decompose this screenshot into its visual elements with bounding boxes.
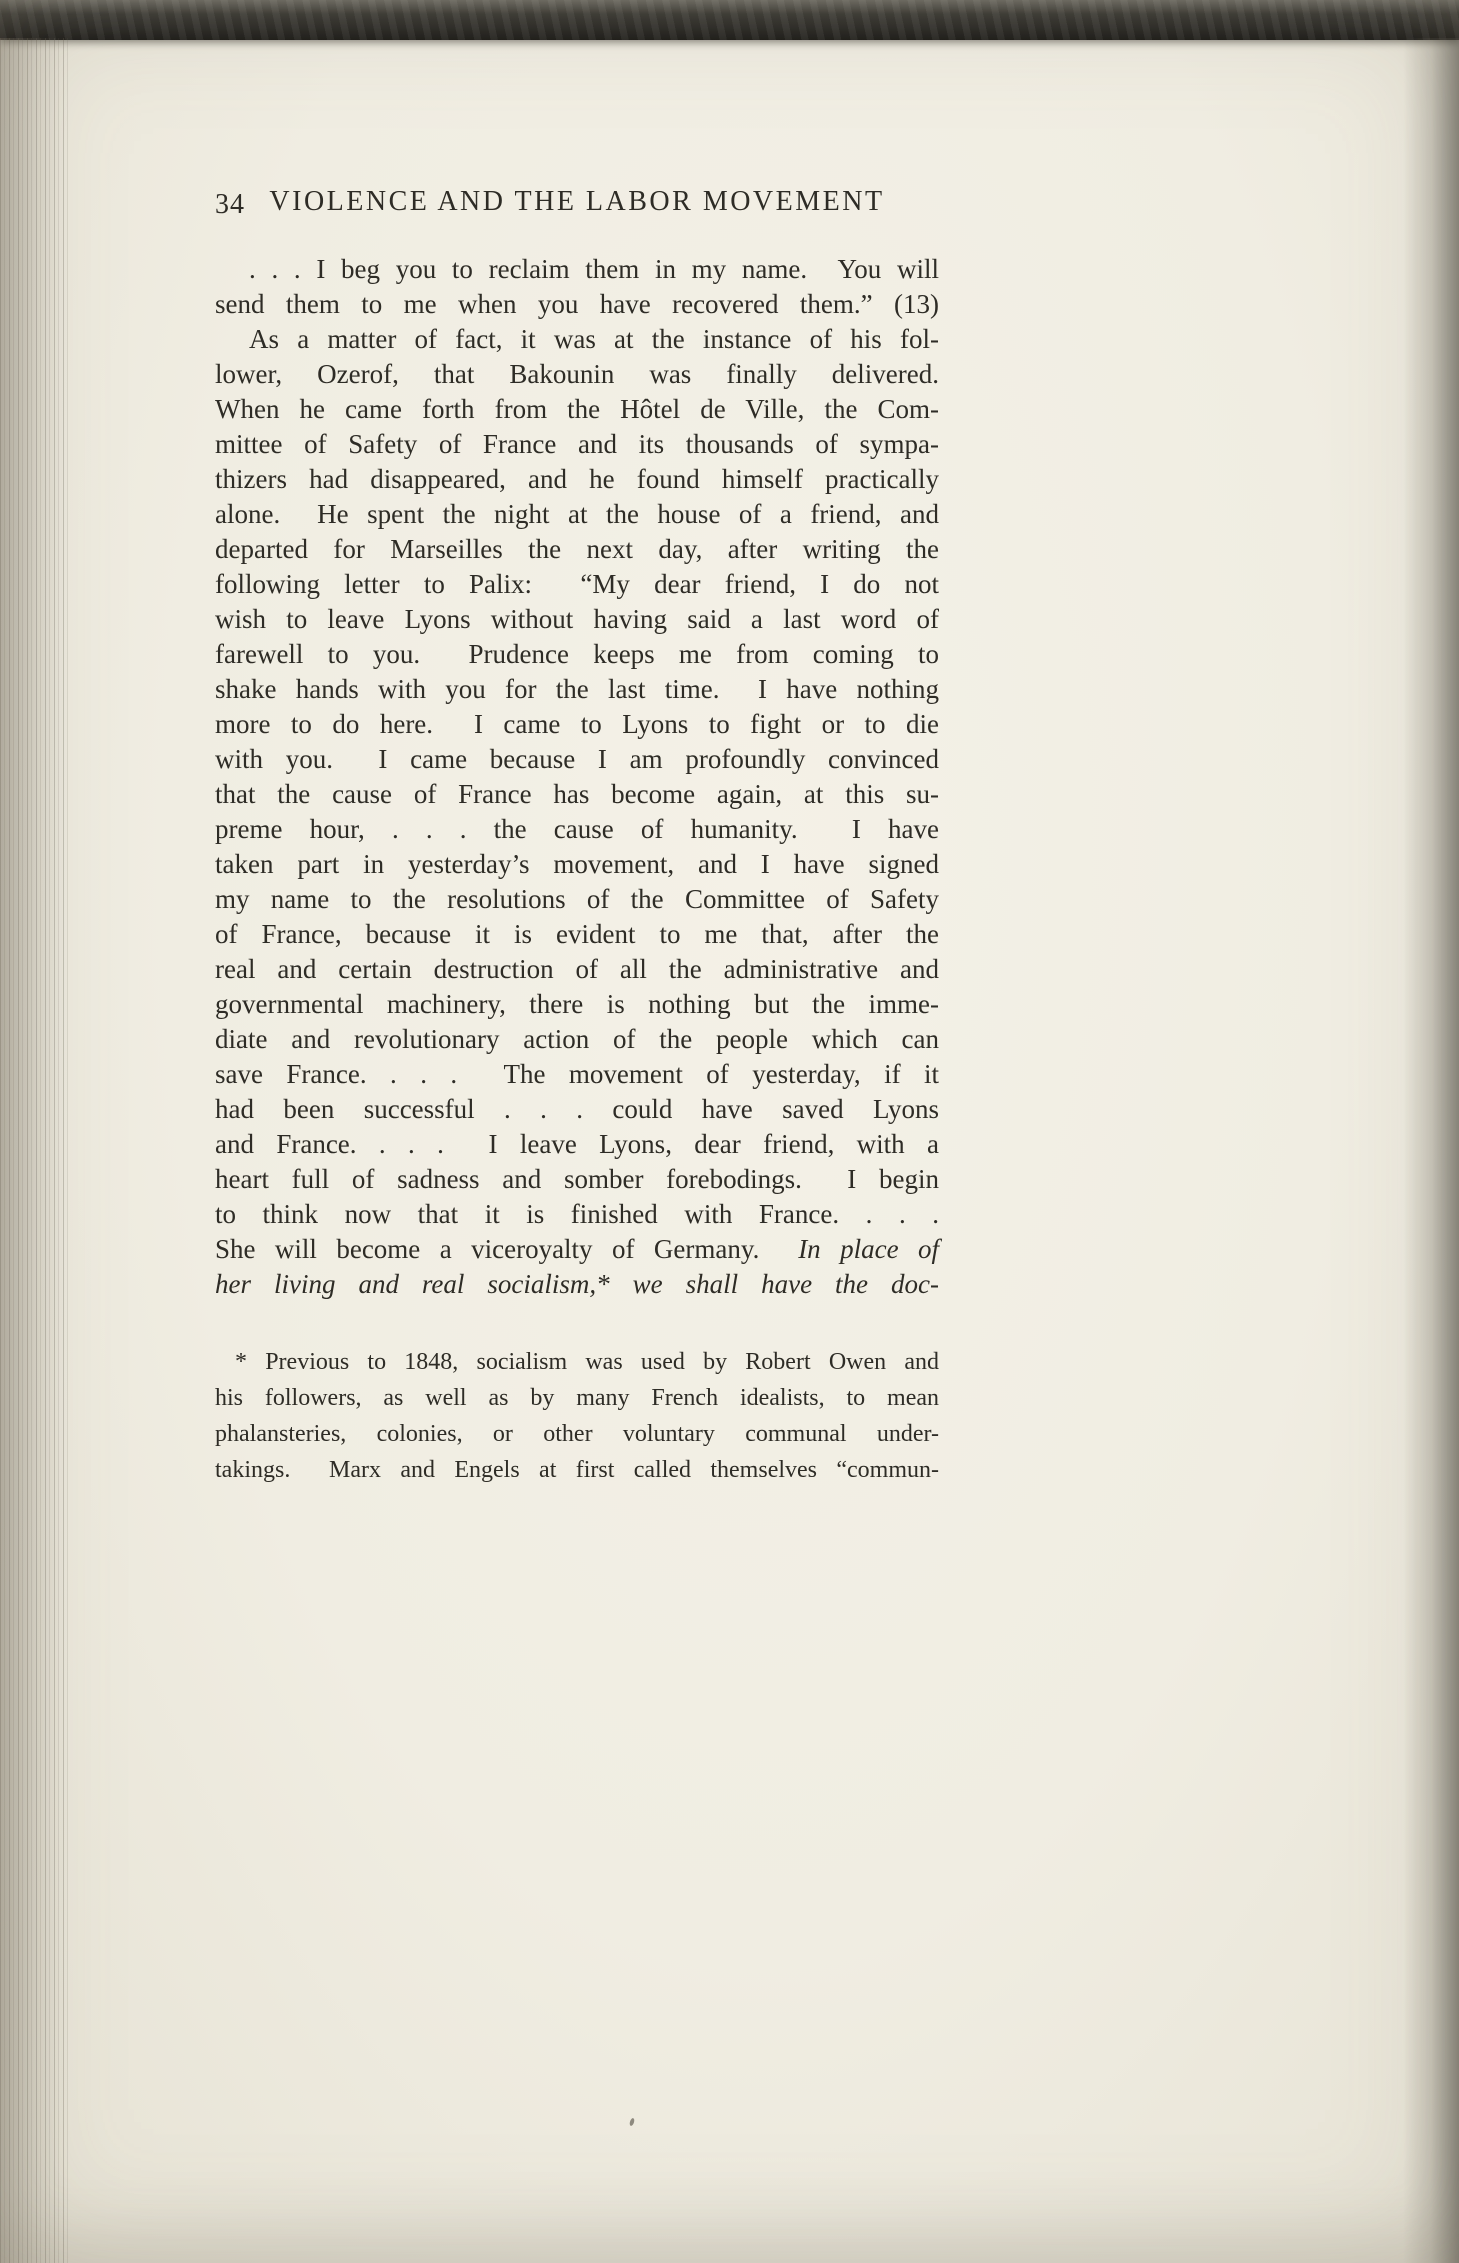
page-header: [215, 186, 939, 226]
body-text-line: shake hands with you for the last time. I have nothing: [215, 674, 939, 704]
book-binding-texture: [0, 38, 72, 2263]
body-text-line: wish to leave Lyons without having said a last word of: [215, 604, 939, 634]
body-text-line: She will become a viceroyalty of Germany. In place of: [215, 1234, 939, 1264]
body-text-line: mittee of Safety of France and its thousands of sympa-: [215, 429, 939, 459]
body-text-line: alone. He spent the night at the house of a friend, and: [215, 499, 939, 529]
body-text-line: When he came forth from the Hôtel de Ville, the Com-: [215, 394, 939, 424]
body-text-line: diate and revolutionary action of the people which can: [215, 1024, 939, 1054]
body-text-line: lower, Ozerof, that Bakounin was finally delivered.: [215, 359, 939, 389]
body-text-line: governmental machinery, there is nothing but the imme-: [215, 989, 939, 1019]
body-text-line: that the cause of France has become again, at this su-: [215, 779, 939, 809]
body-text-line: of France, because it is evident to me that, after the: [215, 919, 939, 949]
running-title: VIOLENCE AND THE LABOR MOVEMENT: [269, 186, 885, 217]
body-text-line: her living and real socialism,* we shall have the doc-: [215, 1269, 939, 1299]
body-text-line: thizers had disappeared, and he found himself practically: [215, 464, 939, 494]
body-text-line: real and certain destruction of all the administrative and: [215, 954, 939, 984]
footnote-line: his followers, as well as by many French idealists, to mean: [215, 1385, 939, 1411]
body-text-line: and France. . . . I leave Lyons, dear friend, with a: [215, 1129, 939, 1159]
body-text-line: heart full of sadness and somber forebodings. I begin: [215, 1164, 939, 1194]
body-text-line: preme hour, . . . the cause of humanity. I have: [215, 814, 939, 844]
footnote-line: phalansteries, colonies, or other voluntary communal under-: [215, 1421, 939, 1447]
body-text-line: departed for Marseilles the next day, after writing the: [215, 534, 939, 564]
book-top-edge: [0, 0, 1459, 40]
page-number: 34: [215, 189, 245, 220]
page-content: [215, 186, 939, 1488]
footnote-line: takings. Marx and Engels at first called themselves “commun-: [215, 1457, 939, 1483]
body-text-line: following letter to Palix: “My dear friend, I do not: [215, 569, 939, 599]
page-edge-shadow: [1403, 38, 1459, 2263]
body-text: [215, 252, 939, 1302]
body-text-line: . . . I beg you to reclaim them in my name. You will: [249, 254, 939, 284]
body-text-line: had been successful . . . could have saved Lyons: [215, 1094, 939, 1124]
body-text-line: more to do here. I came to Lyons to fight or to die: [215, 709, 939, 739]
body-text-line: save France. . . . The movement of yesterday, if it: [215, 1059, 939, 1089]
ink-speck: [629, 2118, 635, 2127]
body-text-line: my name to the resolutions of the Committee of Safety: [215, 884, 939, 914]
footnote-line: * Previous to 1848, socialism was used by Robert Owen and: [235, 1349, 939, 1375]
body-text-line: As a matter of fact, it was at the instance of his fol-: [249, 324, 939, 354]
body-text-line: with you. I came because I am profoundly convinced: [215, 744, 939, 774]
body-text-line: send them to me when you have recovered them.” (13): [215, 289, 939, 319]
body-text-line: farewell to you. Prudence keeps me from coming to: [215, 639, 939, 669]
body-text-line: taken part in yesterday’s movement, and I have signed: [215, 849, 939, 879]
footnote: [215, 1344, 939, 1488]
body-text-line: to think now that it is finished with France. . . .: [215, 1199, 939, 1229]
